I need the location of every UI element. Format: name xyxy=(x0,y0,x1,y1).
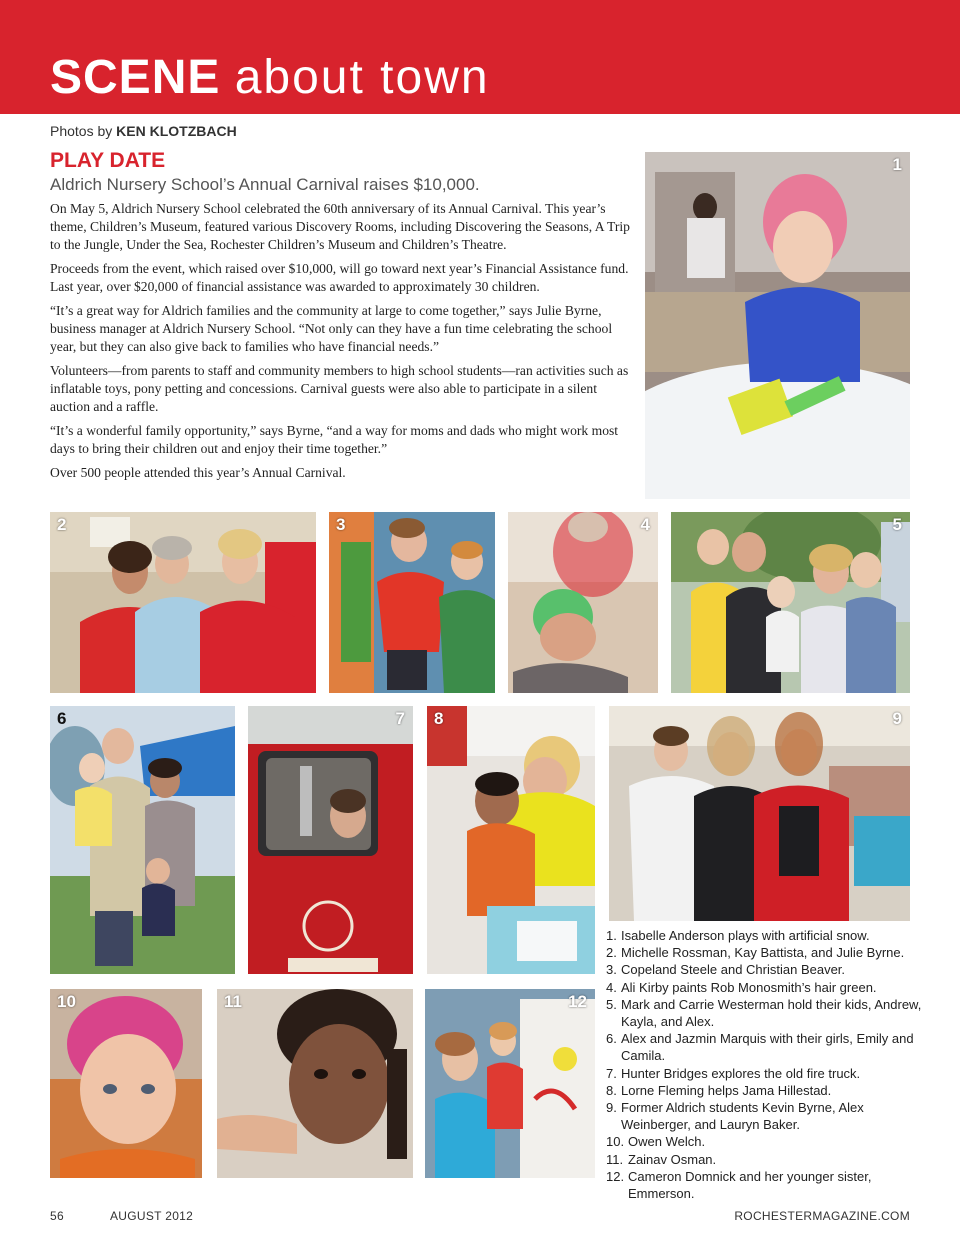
article-body xyxy=(50,200,635,488)
photo-2 xyxy=(50,512,316,693)
photo-number: 3 xyxy=(336,515,346,534)
photo-11 xyxy=(217,989,413,1178)
issue-date: AUGUST 2012 xyxy=(110,1209,194,1223)
caption-item xyxy=(606,1082,936,1099)
caption-item xyxy=(606,979,936,996)
photo-number: 9 xyxy=(892,709,902,728)
article-paragraph: Proceeds from the event, which raised over $10,000, will go toward next year’s Financial Assistance fund. Last year, over $20,000 of financial assistance was awarded to approximately 30 children. xyxy=(50,261,629,294)
caption-number: 10. xyxy=(606,1134,625,1150)
caption-item xyxy=(606,1168,936,1202)
section-title-light: about town xyxy=(234,51,490,104)
photo-number: 7 xyxy=(395,709,405,728)
photo-number: 6 xyxy=(57,709,67,728)
caption-number: 12. xyxy=(606,1168,625,1184)
photo-captions xyxy=(606,927,936,1202)
photo-number: 5 xyxy=(892,515,902,534)
photo-5 xyxy=(671,512,910,693)
caption-number: 4. xyxy=(606,979,617,995)
caption-item xyxy=(606,1065,936,1082)
caption-text: Isabelle Anderson plays with artificial snow. xyxy=(621,928,870,943)
photo-number: 12 xyxy=(568,992,587,1011)
photo-7 xyxy=(248,706,413,974)
caption-number: 8. xyxy=(606,1082,617,1098)
photo-12 xyxy=(425,989,595,1178)
photo-6 xyxy=(50,706,235,974)
photo-number: 2 xyxy=(57,515,67,534)
header-banner xyxy=(0,0,960,114)
caption-number: 1. xyxy=(606,928,617,943)
photo-1 xyxy=(645,152,910,499)
photo-6-image xyxy=(50,706,235,974)
caption-number: 2. xyxy=(606,945,617,961)
photo-10-image xyxy=(50,989,202,1178)
website-link[interactable]: ROCHESTERMAGAZINE.COM xyxy=(734,1209,910,1223)
photo-number: 4 xyxy=(640,515,650,534)
caption-text: Former Aldrich students Kevin Byrne, Alex Weinberger, and Lauryn Baker. xyxy=(621,1100,864,1133)
caption-text: Lorne Fleming helps Jama Hillestad. xyxy=(621,1082,832,1098)
photo-number: 10 xyxy=(57,992,76,1011)
article-paragraph: Volunteers—from parents to staff and community members to high school students—ran activities such as inflatable toys, pony petting and concessions. Carnival guests were also able to participate in a silent auction and a raffle. xyxy=(50,363,629,414)
photo-number: 1 xyxy=(892,155,902,174)
photo-4 xyxy=(508,512,658,693)
caption-item xyxy=(606,1099,936,1133)
page-number: 56 xyxy=(50,1209,64,1223)
caption-number: 11. xyxy=(606,1151,624,1167)
caption-item xyxy=(606,1030,936,1064)
caption-item xyxy=(606,1151,936,1168)
caption-item xyxy=(606,996,936,1030)
caption-text: Cameron Domnick and her younger sister, Emmerson. xyxy=(628,1168,872,1202)
caption-number: 6. xyxy=(606,1031,617,1047)
photo-3 xyxy=(329,512,495,693)
photo-12-image xyxy=(425,989,595,1178)
article-paragraph: “It’s a great way for Aldrich families and the community at large to come together,” says Julie Byrne, business manager at Aldrich Nursery School. “Not only can they have a fun time celebrating the school year, but they can also give back to families who have financial needs.” xyxy=(50,303,613,354)
photo-11-image xyxy=(217,989,413,1178)
caption-number: 9. xyxy=(606,1100,617,1116)
caption-text: Hunter Bridges explores the old fire truck. xyxy=(621,1065,861,1081)
section-title xyxy=(50,50,490,106)
photo-4-image xyxy=(508,512,658,693)
caption-item xyxy=(606,1133,936,1150)
caption-number: 5. xyxy=(606,996,617,1012)
photo-5-image xyxy=(671,512,910,693)
photo-2-image xyxy=(50,512,316,693)
caption-text: Mark and Carrie Westerman hold their kids, Andrew, Kayla, and Alex. xyxy=(621,996,922,1030)
article-headline: PLAY DATE xyxy=(50,149,166,172)
section-title-bold: SCENE xyxy=(50,51,221,104)
caption-item xyxy=(606,961,936,978)
caption-text: Owen Welch. xyxy=(628,1134,706,1150)
photo-9 xyxy=(609,706,910,921)
photo-3-image xyxy=(329,512,495,693)
photo-credit xyxy=(50,123,237,139)
photo-8-image xyxy=(427,706,595,974)
caption-text: Ali Kirby paints Rob Monosmith’s hair green. xyxy=(621,979,877,995)
caption-number: 7. xyxy=(606,1065,617,1081)
photo-10 xyxy=(50,989,202,1178)
caption-number: 3. xyxy=(606,962,617,978)
article-paragraph: “It’s a wonderful family opportunity,” says Byrne, “and a way for moms and dads who might work most days to bring their children out and enjoy their time together.” xyxy=(50,423,619,456)
article-paragraph: On May 5, Aldrich Nursery School celebrated the 60th anniversary of its Annual Carnival. This year’s theme, Children’s Museum, featured various Discovery Rooms, including Discovering the Seasons, A Trip to the Jungle, Under the Sea, Rochester Children’s Museum and Children’s Theatre. xyxy=(50,201,630,252)
photo-number: 8 xyxy=(434,709,444,728)
caption-text: Michelle Rossman, Kay Battista, and Julie Byrne. xyxy=(621,945,905,961)
caption-item xyxy=(606,927,936,944)
article-paragraph: Over 500 people attended this year’s Annual Carnival. xyxy=(50,465,346,480)
photo-9-image xyxy=(609,706,910,921)
photo-8 xyxy=(427,706,595,974)
caption-item xyxy=(606,944,936,961)
caption-text: Alex and Jazmin Marquis with their girls, Emily and Camila. xyxy=(621,1031,914,1064)
photographer-name: KEN KLOTZBACH xyxy=(116,123,237,139)
photo-1-image xyxy=(645,152,910,499)
caption-text: Zainav Osman. xyxy=(628,1151,717,1167)
caption-text: Copeland Steele and Christian Beaver. xyxy=(621,962,846,978)
article-subhead: Aldrich Nursery School’s Annual Carnival raises $10,000. xyxy=(50,175,480,194)
photo-credit-prefix: Photos by xyxy=(50,123,113,139)
photo-7-image xyxy=(248,706,413,974)
photo-number: 11 xyxy=(224,992,242,1011)
